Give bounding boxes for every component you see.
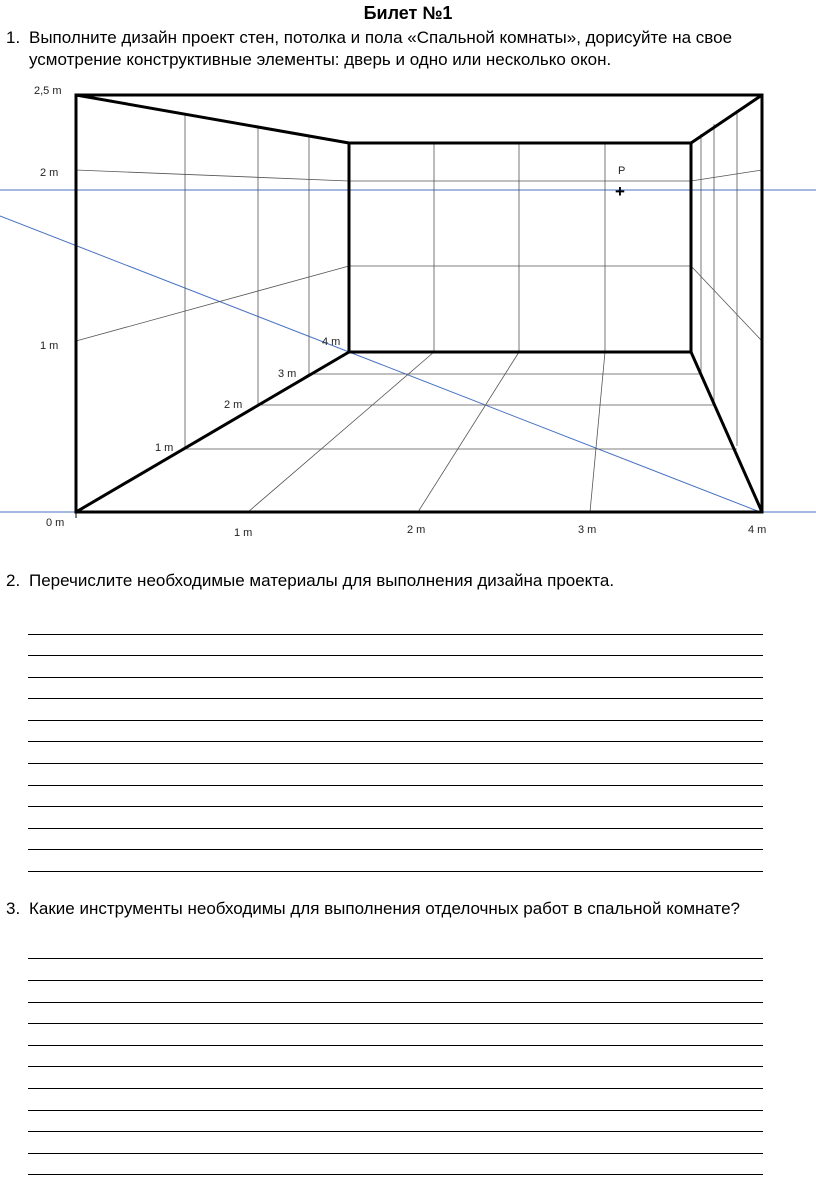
room-outline xyxy=(76,95,762,512)
answer-line[interactable] xyxy=(28,1088,763,1089)
answer-line[interactable] xyxy=(28,1002,763,1003)
question-3 xyxy=(6,898,768,920)
height-label-2-5m: 2,5 m xyxy=(34,85,62,97)
height-label-0m: 0 m xyxy=(46,517,65,529)
width-label-3m: 3 m xyxy=(578,524,597,536)
answer-line[interactable] xyxy=(28,980,763,981)
depth-label-1m: 1 m xyxy=(155,442,174,454)
answer-line[interactable] xyxy=(28,1131,763,1132)
answer-line[interactable] xyxy=(28,720,763,721)
ticket-title: Билет №1 xyxy=(363,3,453,23)
depth-label-4m: 4 m xyxy=(322,336,341,348)
answer-line[interactable] xyxy=(28,741,763,742)
answer-line[interactable] xyxy=(28,1110,763,1111)
depth-label-2m: 2 m xyxy=(224,399,243,411)
answer-line[interactable] xyxy=(28,828,763,829)
answer-line[interactable] xyxy=(28,806,763,807)
answer-line[interactable] xyxy=(28,655,763,656)
question-2-number: 2. xyxy=(6,571,21,590)
question-2 xyxy=(6,570,768,592)
height-label-2m: 2 m xyxy=(40,167,59,179)
answer-line[interactable] xyxy=(28,1174,763,1175)
answer-line[interactable] xyxy=(28,677,763,678)
diagonal-guide-line xyxy=(0,216,760,512)
answer-line[interactable] xyxy=(28,958,763,959)
question-1-text: Выполните дизайн проект стен, потолка и пола «Спальной комнаты», дорисуйте на свое усмотрение конструктивные элементы: дверь и одно или несколько окон. xyxy=(29,28,733,69)
question-1-number: 1. xyxy=(6,28,21,47)
answer-line[interactable] xyxy=(28,634,763,635)
depth-label-3m: 3 m xyxy=(278,368,297,380)
answer-line[interactable] xyxy=(28,1045,763,1046)
point-p-marker: + xyxy=(615,182,625,201)
room-perspective-diagram xyxy=(0,0,816,560)
width-label-2m: 2 m xyxy=(407,524,426,536)
width-label-1m: 1 m xyxy=(234,527,253,539)
question-3-number: 3. xyxy=(6,899,21,918)
answer-line[interactable] xyxy=(28,1153,763,1154)
answer-line[interactable] xyxy=(28,1023,763,1024)
point-p-label: P xyxy=(618,165,626,177)
answer-line[interactable] xyxy=(28,849,763,850)
answer-line[interactable] xyxy=(28,1066,763,1067)
answer-line[interactable] xyxy=(28,763,763,764)
answer-line[interactable] xyxy=(28,871,763,872)
question-2-text: Перечислите необходимые материалы для выполнения дизайна проекта. xyxy=(29,571,615,590)
answer-line[interactable] xyxy=(28,785,763,786)
height-label-1m: 1 m xyxy=(40,340,59,352)
answer-line[interactable] xyxy=(28,698,763,699)
width-label-4m: 4 m xyxy=(748,524,767,536)
question-3-text: Какие инструменты необходимы для выполнения отделочных работ в спальной комнате? xyxy=(29,899,740,918)
